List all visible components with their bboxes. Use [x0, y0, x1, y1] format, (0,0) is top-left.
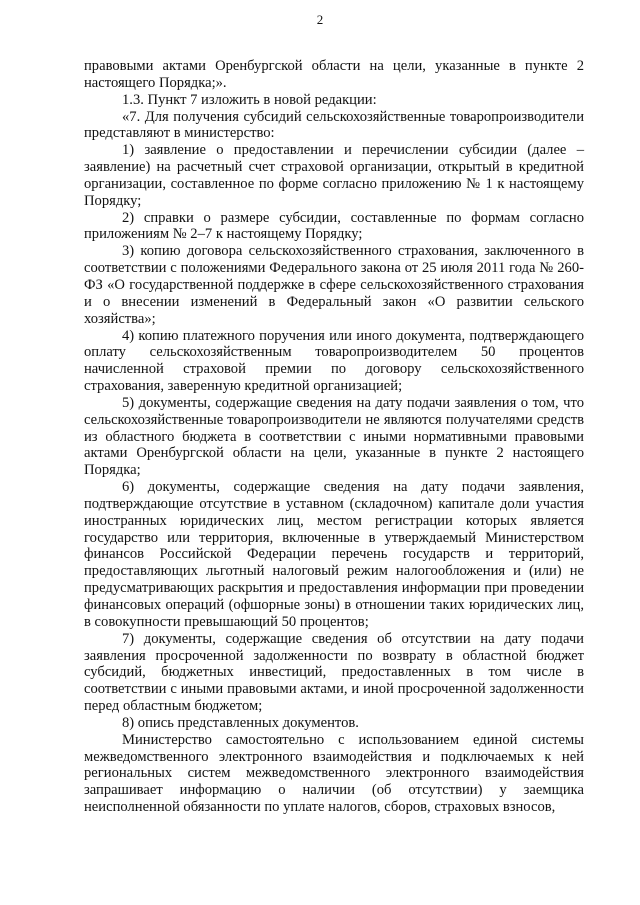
paragraph-item-7: 7) документы, содержащие сведения об отсутствии на дату подачи заявления просроченной задолженности по возврату в областной бюджет субсидий, бюджетных инвестиций, предоставленных в том числе в соответствии с иными правовыми актами, и иной просроченной задолженности перед областным бюджетом;	[84, 630, 584, 715]
paragraph-point-7: «7. Для получения субсидий сельскохозяйственные товаропроизводители представляют в министерство:	[84, 108, 584, 142]
paragraph-item-3: 3) копию договора сельскохозяйственного страхования, заключенного в соответствии с положениями Федерального закона от 25 июля 2011 года № 260-ФЗ «О государственной поддержке в сфере сельскохозяйственного страхования и о внесении изменений в Федеральный закон «О развитии сельского хозяйства»;	[84, 243, 584, 327]
paragraph-item-2: 2) справки о размере субсидии, составленные по формам согласно приложениям № 2–7 к настоящему Порядку;	[84, 209, 584, 243]
paragraph-item-8: 8) опись представленных документов.	[122, 714, 359, 731]
paragraph-item-5: 5) документы, содержащие сведения на дату подачи заявления о том, что сельскохозяйственные товаропроизводители не являются получателями средств из областного бюджета в соответствии с иными нормативными правовыми актами Оренбургской области на цели, указанные в пункте 2 настоящего Порядка;	[84, 394, 584, 479]
paragraph-clause-1-3: 1.3. Пункт 7 изложить в новой редакции:	[122, 91, 377, 108]
document-body	[84, 58, 584, 816]
paragraph-item-1: 1) заявление о предоставлении и перечислении субсидии (далее – заявление) на расчетный счет страховой организации, открытый в кредитной организации, составленное по форме согласно приложению № 1 к настоящему Порядку;	[84, 142, 584, 209]
paragraph-item-6: 6) документы, содержащие сведения на дату подачи заявления, подтверждающие отсутствие в уставном (складочном) капитале доли участия иностранных юридических лиц, местом регистрации которых является государство или территория, включенные в утверждаемый Министерством финансов Российской Федерации перечень государств и территорий, предоставляющих льготный налоговый режим налогообложения и (или) не предусматривающих раскрытия и предоставления информации при проведении финансовых операций (офшорные зоны) в отношении таких юридических лиц, в совокупности превышающий 50 процентов;	[84, 479, 584, 630]
paragraph-continuation: правовыми актами Оренбургской области на цели, указанные в пункте 2 настоящего Порядка;».	[84, 58, 584, 91]
paragraph-item-4: 4) копию платежного поручения или иного документа, подтверждающего оплату сельскохозяйственным товаропроизводителем 50 процентов начисленной страховой премии по договору сельскохозяйственного страхования, заверенную кредитной организацией;	[84, 327, 584, 395]
paragraph-ministry-request: Министерство самостоятельно с использованием единой системы межведомственного электронного взаимодействия и подключаемых к ней региональных систем межведомственного электронного взаимодействия запрашивает информацию о наличии (об отсутствии) у заемщика неисполненной обязанности по уплате налогов, сборов, страховых взносов,	[84, 731, 584, 816]
page-number: 2	[316, 12, 324, 27]
